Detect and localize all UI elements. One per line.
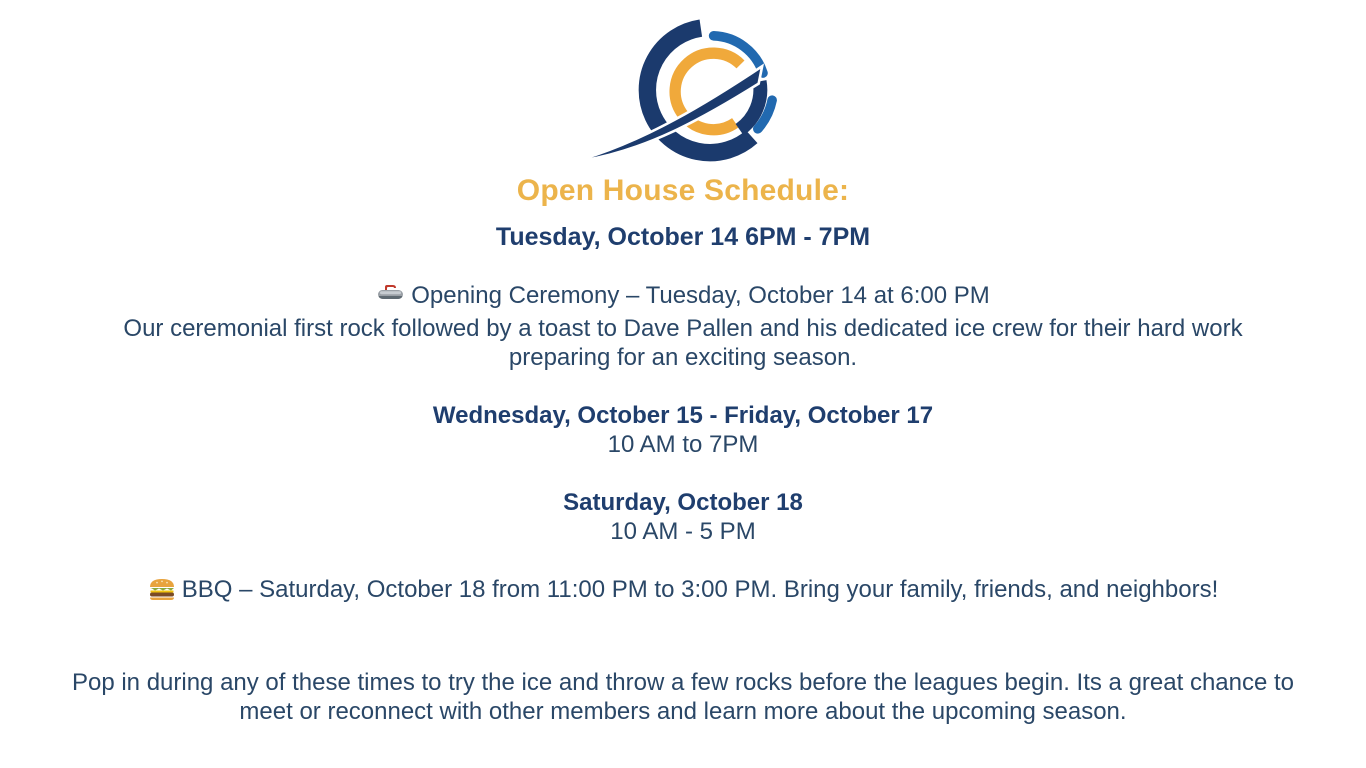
opening-ceremony-heading: Opening Ceremony – Tuesday, October 14 at 6:00 PM [411, 282, 990, 309]
saturday-heading: Saturday, October 18 [563, 489, 803, 516]
bbq-line [33, 575, 1333, 608]
bbq-text: BBQ – Saturday, October 18 from 11:00 PM to 3:00 PM. Bring your family, friends, and neighbors! [181, 576, 1219, 603]
saturday-hours: 10 AM - 5 PM [610, 518, 756, 545]
weekday-block [0, 401, 1366, 459]
page-title: Open House Schedule: [516, 174, 850, 207]
weekday-hours: 10 AM to 7PM [607, 431, 759, 458]
burger-icon [148, 577, 176, 608]
weekday-heading: Wednesday, October 15 - Friday, October 17 [432, 402, 934, 429]
footer-paragraph: Pop in during any of these times to try the ice and throw a few rocks before the leagues begin. Its a great chance to meet or reconnect with other members and learn more about the upcoming season. [71, 669, 1295, 725]
curling-club-g-logo [583, 14, 783, 162]
opening-ceremony-line [0, 281, 1366, 314]
logo-container [0, 0, 1366, 162]
saturday-block [0, 488, 1366, 546]
curling-stone-icon [376, 283, 405, 314]
tuesday-heading: Tuesday, October 14 6PM - 7PM [495, 223, 871, 251]
opening-ceremony-description: Our ceremonial first rock followed by a toast to Dave Pallen and his dedicated ice crew for their hard work preparing for an exciting season. [123, 315, 1243, 371]
